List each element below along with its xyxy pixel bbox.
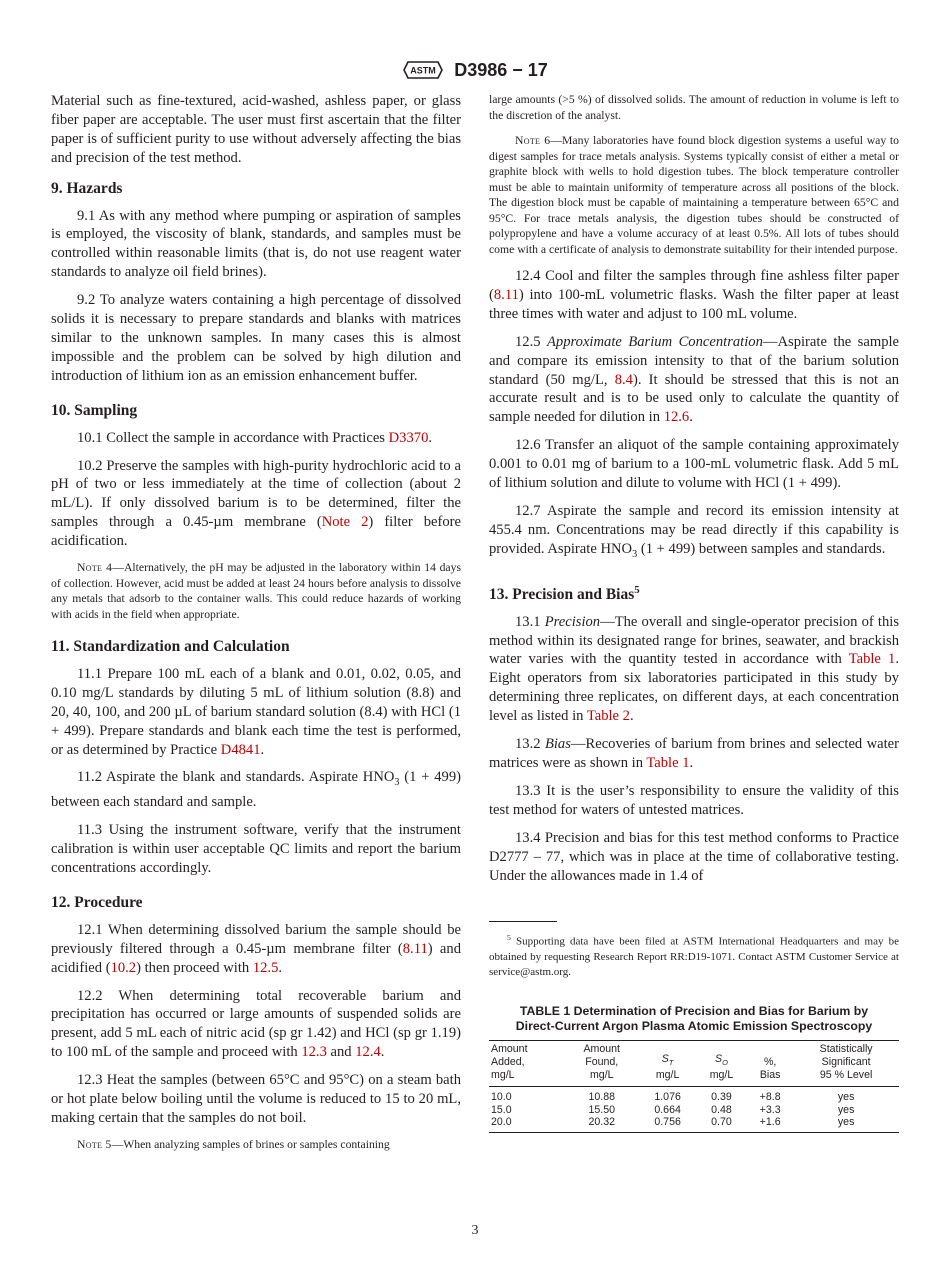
astm-logo-icon — [402, 58, 444, 82]
note-6: Note 6—Many laboratories have found block digestion systems a useful way to digest samples for trace metals analysis. Systems typically consist of either a metal or graphite block with wells to hold digestion tubes. The block temperature controller must be able to maintain uniformity of temperature across all positions of the block. The digestion block must be capable of maintaining a temperature between 65°C and 95°C. For trace metals analysis, the digestion tubes should be constructed of polypropylene and have a volume accuracy of at least 0.5%. All lots of tubes should come with a certificate of analysis to demonstrate suitability for their intended purpose. — [489, 134, 899, 256]
table-row: 10.0 10.88 1.076 0.39 +8.8 yes — [491, 1091, 855, 1104]
svg-text:ASTM: ASTM — [410, 65, 436, 76]
header-amount-added: Amount Added, mg/L — [491, 1043, 528, 1082]
paragraph-13-4: 13.4 Precision and bias for this test method conforms to Practice D2777 – 77, which was in place at the time of collaborative testing. Under the allowances made in 1.4 of — [489, 829, 899, 884]
section-9-title: 9. Hazards — [51, 179, 123, 197]
table-1 — [489, 1040, 899, 1133]
link-table-2[interactable]: Table 2 — [586, 708, 630, 725]
link-note-2[interactable]: Note 2 — [321, 514, 369, 531]
link-8-11[interactable]: 8.11 — [402, 940, 428, 957]
right-column — [489, 92, 899, 1133]
link-12-4[interactable]: 12.4 — [355, 1044, 381, 1061]
paragraph-11-3: 11.3 Using the instrument software, verify that the instrument calibration is within user acceptable QC limits and report the barium concentrations accordingly. — [51, 822, 461, 876]
paragraph-12-4: 12.4 Cool and filter the samples through fine ashless filter paper (8.11) into 100-mL volumetric flasks. Wash the filter paper at least three times with water and adjust to 100 mL volume. — [489, 268, 899, 322]
link-8-4[interactable]: 8.4 — [614, 371, 633, 388]
section-12-title: 12. Procedure — [51, 893, 143, 911]
paragraph-11-1: 11.1 Prepare 100 mL each of a blank and 0.01, 0.02, 0.05, and 0.10 mg/L standards by diluting 5 mL of lithium solution (8.8) and 20, 40, 100, and 200 µL of barium standard solution (8.4) with HCl (1 + 499). Prepare standards and blank each time the test is performed, or as determined by Practice D4841. — [51, 665, 461, 758]
header-st: $S_T$ mg/L — [655, 1052, 680, 1082]
paragraph-11-2: 11.2 Aspirate the blank and standards. Aspirate $HNO_3$ (1 + 499) between each standard and sample. — [51, 769, 461, 811]
paragraph-10-2: 10.2 Preserve the samples with high-purity hydrochloric acid to a pH of two or less immediately at the time of collection (about 2 mL/L). If only dissolved barium is to be determined, filter the samples through a 0.45-µm membrane (Note 2) filter before acidification. — [51, 457, 461, 550]
paragraph-filter-paper: Material such as fine-textured, acid-washed, ashless paper, or glass fiber paper are acceptable. The user must first ascertain that the filter paper is of sufficient purity to use without adversely affecting the bias and precision of the test method. — [51, 93, 461, 166]
header-significance: Statistically Significant 95 % Level — [819, 1043, 873, 1082]
table-row: 15.0 15.50 0.664 0.48 +3.3 yes — [491, 1103, 855, 1116]
note-5-continued: large amounts (>5 %) of dissolved solids. The amount of reduction in volume is left to the discretion of the analyst. — [489, 93, 899, 122]
table-row: 20.0 20.32 0.756 0.70 +1.6 yes — [489, 1116, 899, 1132]
section-10-title: 10. Sampling — [51, 401, 138, 419]
paragraph-12-3: 12.3 Heat the samples (between 65°C and 95°C) on a steam bath or hot plate below boiling until the volume is reduced to 15 to 20 mL, making certain that the samples do not boil. — [51, 1072, 461, 1126]
page-number: 3 — [471, 1223, 479, 1238]
link-d3370[interactable]: D3370 — [388, 429, 429, 446]
paragraph-12-2: 12.2 When determining total recoverable barium and precipitation has occurred or large amounts of suspended solids are present, add 5 mL each of nitric acid (sp gr 1.42) and HCl (sp gr 1.19) to 100 mL of the sample and proceed with 12.3 and 12.4. — [51, 987, 461, 1061]
left-column — [51, 92, 461, 1162]
link-10-2[interactable]: 10.2 — [110, 959, 137, 976]
footnote-ref-5[interactable]: 5 — [634, 583, 640, 596]
table-1-caption: TABLE 1 Determination of Precision and Bias for Barium by Direct-Current Argon Plasma Atomic Emission Spectroscopy — [515, 1004, 873, 1034]
link-12-3[interactable]: 12.3 — [301, 1044, 327, 1061]
link-table-1[interactable]: Table 1 — [646, 755, 690, 771]
paragraph-13-1: 13.1 Precision—The overall and single-operator precision of this method within its designated range for brines, seawater, and brackish water varies with the quantity tested in accordance with Table 1. Eight operators from six laboratories participated in this study by determining three replicates, on different days, at each concentration level as listed in Table 2. — [489, 613, 899, 725]
link-12-6[interactable]: 12.6 — [663, 409, 690, 426]
paragraph-12-6: 12.6 Transfer an aliquot of the sample containing approximately 0.001 to 0.01 mg of barium to a 100-mL volumetric flask. Add 5 mL of lithium solution and dilute to volume with HCl (1 + 499). — [489, 437, 899, 492]
paragraph-10-1: 10.1 Collect the sample in accordance with Practices D3370. — [77, 429, 433, 446]
paragraph-9-1: 9.1 As with any method where pumping or aspiration of samples is employed, the viscosity of blank, standards, and samples must be controlled within reasonable limits (that is, do not use reagent water standards to analyze oil field brines). — [51, 207, 461, 281]
footnote-divider — [489, 921, 557, 922]
section-11-title: 11. Standardization and Calculation — [51, 638, 290, 656]
header-amount-found: Amount Found, mg/L — [583, 1043, 620, 1082]
header-so: $S_O$ mg/L — [709, 1052, 734, 1082]
paragraph-12-1: 12.1 When determining dissolved barium the sample should be previously filtered through a 0.45-µm membrane filter (8.11) and acidified (10.2) then proceed with 12.5. — [51, 921, 461, 976]
paragraph-12-5: 12.5 Approximate Barium Concentration—Aspirate the sample and compare its emission intensity to that of the barium solution standard (50 mg/L, 8.4). It should be stressed that this is not an accurate result and is to be used only to calculate the quantity of sample needed for dilution in 12.6. — [489, 333, 900, 426]
link-d4841[interactable]: D4841 — [220, 741, 261, 758]
paragraph-13-3: 13.3 It is the user’s responsibility to ensure the validity of this test method for waters of untested matrices. — [489, 782, 899, 818]
link-12-5[interactable]: 12.5 — [252, 959, 279, 976]
link-table-1[interactable]: Table 1 — [848, 651, 896, 668]
header-bias: %, Bias — [759, 1056, 781, 1082]
paragraph-13-2: 13.2 Bias—Recoveries of barium from brines and selected water matrices were as shown in Table 1. — [489, 736, 900, 771]
footnote-5: $^5$ Supporting data have been filed at ASTM International Headquarters and may be obtained by requesting Research Report RR:D19-1071. Contact ASTM Customer Service at service@astm.org. — [489, 933, 899, 979]
paragraph-9-2: 9.2 To analyze waters containing a high percentage of dissolved solids it is necessary to prepare standards and blanks with matrices similar to the unknown samples. In many cases this is almost impossible and the problem can be solved by high dilution and introduction of lithium ion as an emission enhancement buffer. — [51, 292, 461, 384]
designation: D3986 − 17 — [454, 59, 548, 80]
link-8-11[interactable]: 8.11 — [493, 286, 519, 303]
page-header — [0, 58, 950, 82]
note-4: Note 4—Alternatively, the pH may be adjusted in the laboratory within 14 days of collection. However, acid must be added at least 24 hours before analysis to dissolve any metals that adsorb to the container walls. This could reduce hazards of working with acids in the field when appropriate. — [51, 561, 461, 621]
section-13-title: 13. Precision and Bias$^5$ — [489, 583, 640, 603]
paragraph-12-7: 12.7 Aspirate the sample and record its emission intensity at 455.4 nm. Concentrations may be read directly if this capability is provided. Aspirate $HNO_3$ (1 + 499) between samples and standards. — [489, 502, 899, 560]
note-5: Note 5—When analyzing samples of brines or samples containing — [77, 1137, 390, 1151]
